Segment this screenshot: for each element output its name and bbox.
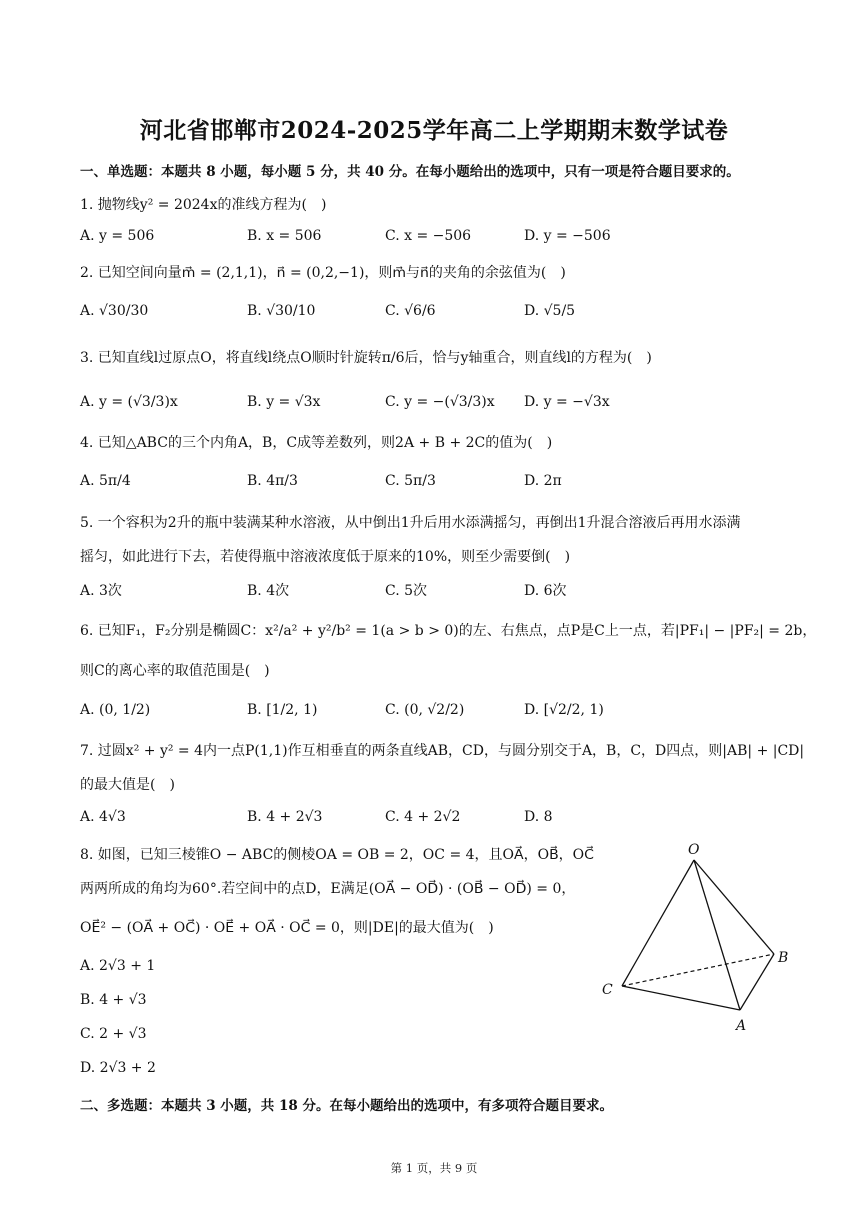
label-o: O [688,842,700,858]
question-5-stem-line-2: 摇匀，如此进行下去，若使得瓶中溶液浓度低于原来的10%，则至少需要倒( ) [80,549,571,565]
question-2-option-a: A. √30/30 [80,303,149,319]
question-7-option-b: B. 4 + 2√3 [247,809,323,825]
question-4-option-d: D. 2π [524,473,562,489]
question-5-option-d: D. 6次 [524,583,567,599]
question-8-stem-line-2: 两两所成的角均为60°.若空间中的点D，E满足(OA⃗ − OD⃗) · (OB⃗ − OD⃗) = 0， [80,881,576,897]
page-footer: 第 1 页，共 9 页 [390,1161,478,1175]
label-b: B [778,950,789,966]
question-1-option-b: B. x = 506 [247,228,322,244]
question-2-stem: 2. 已知空间向量m⃗ = (2,1,1)，n⃗ = (0,2,−1)，则m⃗与n⃗的夹角的余弦值为( ) [80,265,566,281]
edge-ob [694,860,774,954]
question-8-option-c: C. 2 + √3 [80,1026,147,1042]
question-2-option-b: B. √30/10 [247,303,316,319]
page-title: 河北省邯郸市2024-2025学年高二上学期期末数学试卷 [139,117,729,144]
question-3-stem: 3. 已知直线l过原点O，将直线l绕点O顺时针旋转π/6后，恰与y轴重合，则直线l的方程为( ) [80,350,652,366]
question-8-stem-line-1: 8. 如图，已知三棱锥O − ABC的侧棱OA = OB = 2，OC = 4，且OA⃗，OB⃗，OC⃗ [80,847,594,863]
question-5-stem-line-1: 5. 一个容积为2升的瓶中装满某种水溶液，从中倒出1升后用水添满摇匀，再倒出1升混合溶液后再用水添满 [80,515,741,531]
question-7-option-c: C. 4 + 2√2 [385,809,461,825]
question-8-option-a: A. 2√3 + 1 [80,958,156,974]
question-4-option-a: A. 5π/4 [80,473,131,489]
question-6-stem-line-2: 则C的离心率的取值范围是( ) [80,663,270,679]
question-1-option-a: A. y = 506 [80,228,155,244]
edge-oc [622,860,694,986]
question-6-option-d: D. [√2/2, 1) [524,702,604,718]
question-8-option-d: D. 2√3 + 2 [80,1060,156,1076]
question-6-option-a: A. (0, 1/2) [80,702,151,718]
question-3-option-b: B. y = √3x [247,394,321,410]
question-7-option-a: A. 4√3 [80,809,126,825]
question-7-option-d: D. 8 [524,809,553,825]
question-2-option-c: C. √6/6 [385,303,436,319]
label-c: C [602,982,613,998]
question-6-option-c: C. (0, √2/2) [385,702,465,718]
edge-oa [694,860,740,1010]
question-7-stem-line-1: 7. 过圆x² + y² = 4内一点P(1,1)作互相垂直的两条直线AB，CD，与圆分别交于A，B，C，D四点，则|AB| + |CD| [80,743,805,759]
question-3-option-c: C. y = −(√3/3)x [385,394,495,410]
question-6-stem-line-1: 6. 已知F₁，F₂分别是椭圆C：x²/a² + y²/b² = 1(a > b > 0)的左、右焦点，点P是C上一点，若|PF₁| − |PF₂| = 2b， [80,623,817,639]
question-1-option-c: C. x = −506 [385,228,472,244]
edge-ab [740,954,774,1010]
question-2-option-d: D. √5/5 [524,303,576,319]
question-4-option-c: C. 5π/3 [385,473,436,489]
tetrahedron-figure [590,838,810,1038]
question-3-option-d: D. y = −√3x [524,394,610,410]
question-1-option-d: D. y = −506 [524,228,611,244]
section-1-heading: 一、单选题：本题共 8 小题，每小题 5 分，共 40 分。在每小题给出的选项中，只有一项是符合题目要求的。 [80,164,740,180]
label-a: A [736,1018,747,1034]
edge-ca [622,986,740,1010]
question-5-option-a: A. 3次 [80,583,122,599]
section-2-heading: 二、多选题：本题共 3 小题，共 18 分。在每小题给出的选项中，有多项符合题目要求。 [80,1098,613,1114]
question-8-stem-line-3: OE⃗² − (OA⃗ + OC⃗) · OE⃗ + OA⃗ · OC⃗ = 0，则|DE|的最大值为( ) [80,920,494,936]
question-7-stem-line-2: 的最大值是( ) [80,777,175,793]
question-1-stem: 1. 抛物线y² = 2024x的准线方程为( ) [80,197,327,213]
edge-cb-hidden [622,954,774,986]
question-5-option-c: C. 5次 [385,583,428,599]
question-4-option-b: B. 4π/3 [247,473,298,489]
question-8-option-b: B. 4 + √3 [80,992,147,1008]
question-4-stem: 4. 已知△ABC的三个内角A，B，C成等差数列，则2A + B + 2C的值为( ) [80,435,553,451]
question-3-option-a: A. y = (√3/3)x [80,394,178,410]
question-5-option-b: B. 4次 [247,583,290,599]
question-6-option-b: B. [1/2, 1) [247,702,318,718]
